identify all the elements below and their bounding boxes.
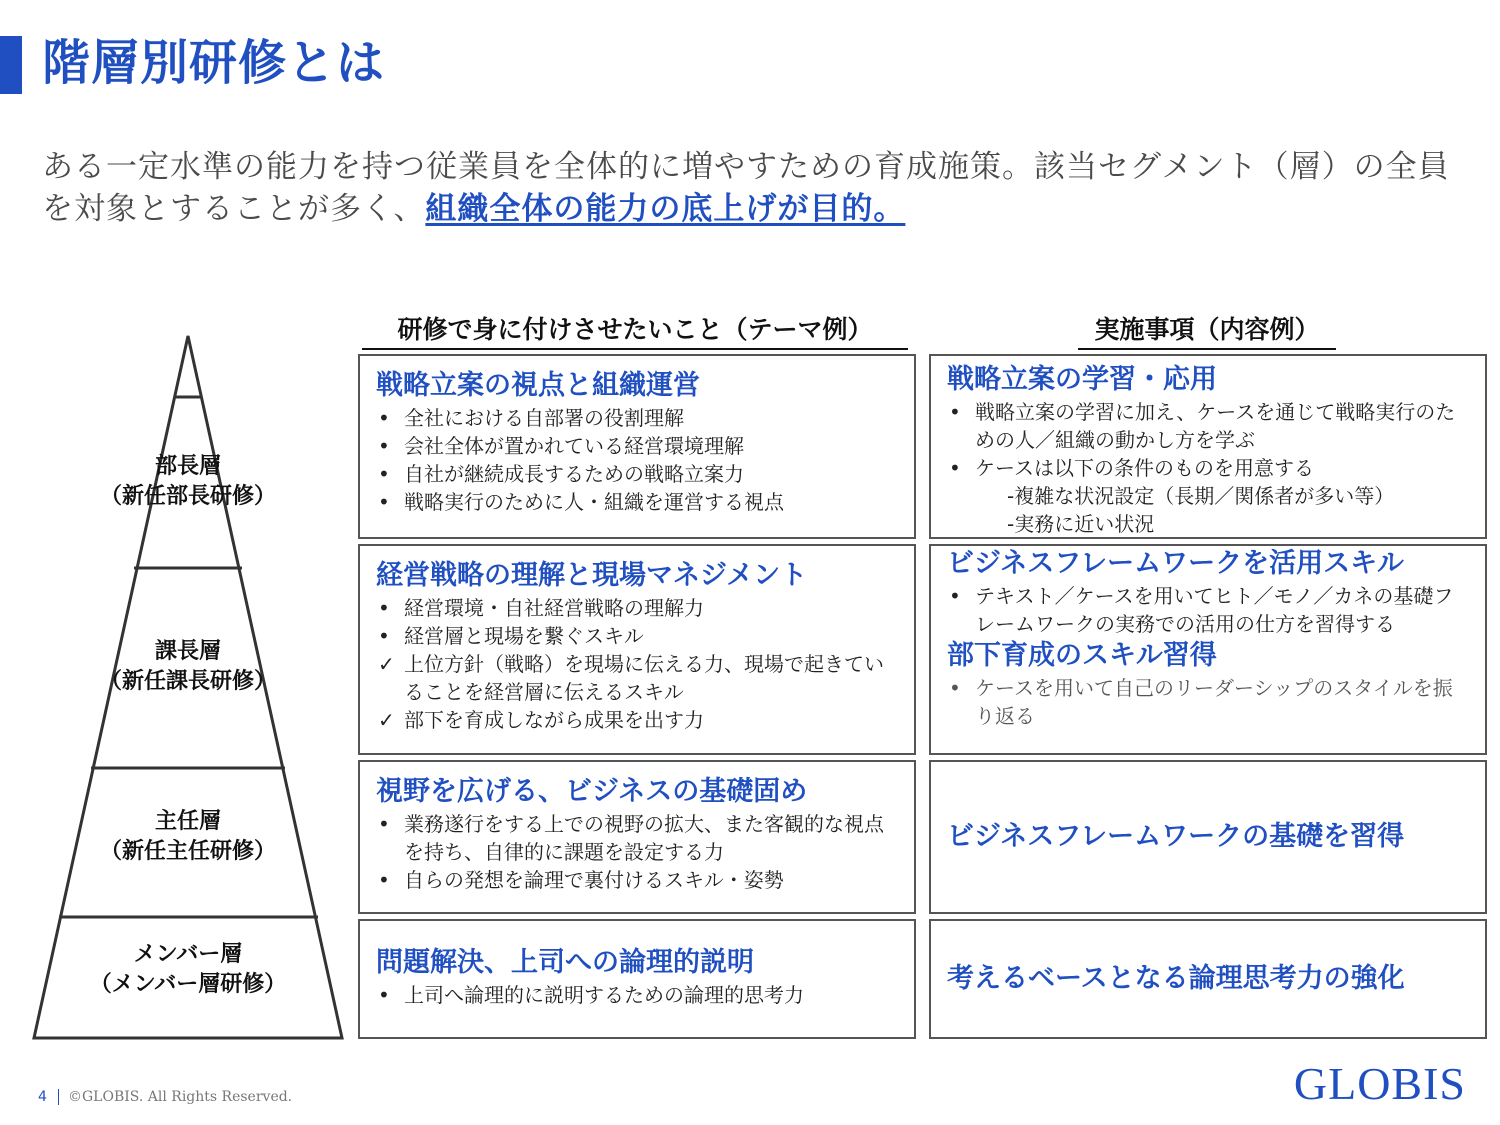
- action-box-director: [929, 354, 1487, 539]
- bullet-icon: •: [949, 456, 961, 480]
- action-title: 戦略立案の学習・応用: [947, 364, 1217, 395]
- bullet-icon: •: [378, 406, 390, 430]
- list-item: • 上司へ論理的に説明するための論理的思考力: [378, 983, 804, 1007]
- theme-box-member: [358, 919, 916, 1039]
- level-training: （新任主任研修）: [99, 839, 276, 864]
- globis-logo: GLOBIS: [1293, 1058, 1466, 1109]
- level-name: 主任層: [154, 809, 221, 834]
- theme-title: 戦略立案の視点と組織運営: [376, 370, 700, 401]
- action-title: ビジネスフレームワークを活用スキル: [947, 548, 1404, 579]
- list-item: • 経営環境・自社経営戦略の理解力: [378, 596, 704, 620]
- bullet-icon: •: [378, 983, 390, 1007]
- hierarchy-pyramid: [0, 0, 360, 1060]
- bullet-icon: •: [378, 462, 390, 486]
- list-item: • テキスト／ケースを用いてヒト／モノ／カネの基礎フレームワークの実務での活用の仕方を習得する: [949, 584, 1454, 636]
- list-item: • 戦略実行のために人・組織を運営する視点: [378, 490, 784, 514]
- theme-box-manager: [358, 544, 916, 755]
- pyramid-level-chief: [88, 807, 288, 867]
- theme-list: [376, 594, 900, 734]
- bullet-icon: •: [949, 584, 961, 608]
- action-title: ビジネスフレームワークの基礎を習得: [947, 821, 1405, 852]
- bullet-icon: •: [949, 400, 961, 424]
- theme-box-chief: [358, 760, 916, 914]
- list-subitem: -実務に近い状況: [1007, 512, 1155, 536]
- list-item: • ケースは以下の条件のものを用意する: [949, 456, 1314, 480]
- list-item: ✓ 上位方針（戦略）を現場に伝える力、現場で起きていることを経営層に伝えるスキル: [378, 652, 884, 704]
- pyramid-level-director: [88, 452, 288, 512]
- pyramid-level-manager: [88, 637, 288, 697]
- theme-box-director: [358, 354, 916, 539]
- list-item: ✓ 部下を育成しながら成果を出す力: [378, 708, 704, 732]
- theme-list: [376, 981, 900, 1009]
- list-item: • 戦略立案の学習に加え、ケースを通じて戦略実行のための人／組織の動かし方を学ぶ: [949, 400, 1456, 452]
- copyright: ©GLOBIS. All Rights Reserved.: [68, 1089, 293, 1105]
- level-training: （メンバー層研修）: [89, 972, 287, 997]
- level-name: メンバー層: [133, 942, 243, 967]
- list-item: • 業務遂行をする上での視野の拡大、また客観的な視点を持ち、自律的に課題を設定する力: [378, 812, 884, 864]
- level-training: （新任部長研修）: [99, 484, 276, 509]
- list-item: • 自社が継続成長するための戦略立案力: [378, 462, 744, 486]
- theme-list: [376, 810, 900, 894]
- bullet-icon: •: [378, 812, 390, 836]
- bullet-icon: •: [949, 676, 961, 700]
- bullet-icon: •: [378, 596, 390, 620]
- list-item: • 経営層と現場を繋ぐスキル: [378, 624, 644, 648]
- pyramid-level-member: [88, 940, 288, 1000]
- action-box-member: [929, 919, 1487, 1039]
- theme-title: 問題解決、上司への論理的説明: [376, 947, 754, 978]
- action-list-secondary: [947, 674, 1471, 730]
- level-training: （新任課長研修）: [99, 669, 276, 694]
- list-item: • 全社における自部署の役割理解: [378, 406, 684, 430]
- action-title-secondary: 部下育成のスキル習得: [947, 640, 1217, 671]
- page-title: 階層別研修とは: [42, 35, 386, 91]
- bullet-icon: •: [378, 868, 390, 892]
- action-box-chief: [929, 760, 1487, 914]
- bullet-icon: •: [378, 434, 390, 458]
- bullet-icon: •: [378, 624, 390, 648]
- lead-text: ある一定水準の能力を持つ従業員を全体的に増やすための育成施策。該当セグメント（層）の全員を対象とすることが多く、: [42, 149, 1450, 227]
- lead-highlight: 組織全体の能力の底上げが目的。: [425, 191, 906, 227]
- action-title: 考えるベースとなる論理思考力の強化: [947, 963, 1405, 994]
- level-name: 課長層: [154, 639, 221, 664]
- list-item: • 会社全体が置かれている経営環境理解: [378, 434, 744, 458]
- action-box-manager: [929, 544, 1487, 755]
- list-subitem: -複雑な状況設定（長期／関係者が多い等）: [1007, 484, 1395, 508]
- themes-column-header: 研修で身に付けさせたいこと（テーマ例）: [362, 312, 908, 350]
- check-icon: ✓: [378, 652, 395, 676]
- theme-title: 視野を広げる、ビジネスの基礎固め: [376, 776, 808, 807]
- actions-column-header: 実施事項（内容例）: [1078, 312, 1336, 350]
- theme-title: 経営戦略の理解と現場マネジメント: [376, 560, 808, 591]
- action-list: [947, 398, 1471, 538]
- level-name: 部長層: [154, 454, 221, 479]
- list-item: • ケースを用いて自己のリーダーシップのスタイルを振り返る: [949, 676, 1453, 728]
- theme-list: [376, 404, 900, 516]
- bullet-icon: •: [378, 490, 390, 514]
- page-number: 4: [38, 1089, 47, 1105]
- action-list: [947, 582, 1471, 638]
- footer-divider: [58, 1089, 59, 1105]
- list-item: • 自らの発想を論理で裏付けるスキル・姿勢: [378, 868, 784, 892]
- check-icon: ✓: [378, 708, 395, 732]
